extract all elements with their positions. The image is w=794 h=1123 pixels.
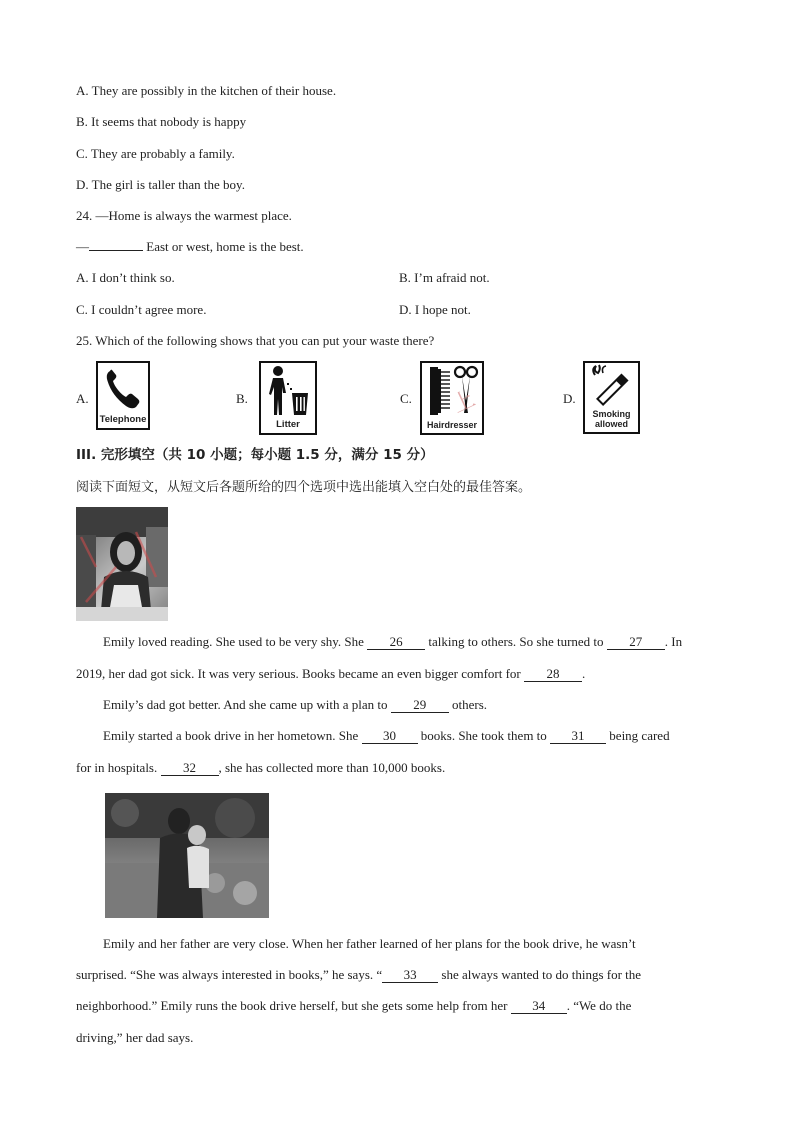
sign-telephone [96,361,150,430]
passage-line-1: Emily loved reading. She used to be very shy. She 26 talking to others. So she turned to 27 . In [103,634,683,649]
photo-father-daughter [105,793,269,918]
q23-option-d: D. The girl is taller than the boy. [76,177,245,192]
q25-letter-a: A. [76,391,89,406]
passage-line-9: driving,” her dad says. [76,1030,194,1045]
q23-option-b: B. It seems that nobody is happy [76,114,247,129]
blank-31: 31 [550,729,606,744]
photo-father-daughter-drawing [105,793,269,918]
q24-option-a: A. I don’t think so. [76,270,175,285]
sign-label-litter: Litter [276,419,300,430]
passage-line-4: Emily started a book drive in her hometown. She 30 books. She took them to 31 being cared [103,728,670,743]
q24-reply-text: East or west, home is the best. [143,239,304,254]
passage-line-8: neighborhood.” Emily runs the book drive herself, but she gets some help from her 34 . “We do the [76,998,632,1013]
blank-29: 29 [391,698,449,713]
q25-letter-d: D. [563,391,576,406]
sign-litter [259,361,317,435]
passage-line-6: Emily and her father are very close. When her father learned of her plans for the book drive, he wasn’t [103,936,636,951]
blank-32: 32 [161,761,219,776]
telephone-icon [98,363,148,415]
sign-label-hairdresser: Hairdresser [426,420,478,430]
blank-30: 30 [362,729,418,744]
sign-hairdresser [420,361,484,435]
q24-blank [89,250,143,251]
photo-girl-reading [76,507,168,621]
q25-letter-b: B. [236,391,248,406]
q25-question: 25. Which of the following shows that you can put your waste there? [76,333,435,348]
blank-27: 27 [607,635,665,650]
passage-line-3: Emily’s dad got better. And she came up with a plan to 29 others. [103,697,488,712]
q25-letter-c: C. [400,391,412,406]
passage-line-2: 2019, her dad got sick. It was very serious. Books became an even bigger comfort for 28 . [76,666,586,681]
passage-line-5: for in hospitals. 32 , she has collected more than 10,000 books. [76,760,446,775]
q24-reply-dash: — [76,239,89,254]
q24-option-d: D. I hope not. [399,302,471,317]
sign-smoking-allowed [583,361,640,434]
q24-question: 24. —Home is always the warmest place. [76,208,292,223]
q23-option-a: A. They are possibly in the kitchen of their house. [76,83,337,98]
passage-line-7: surprised. “She was always interested in books,” he says. “ 33 she always wanted to do things for the [76,967,642,982]
q24-option-b: B. I’m afraid not. [399,270,490,285]
q24-reply [76,239,304,255]
section-heading: III. 完形填空（共 10 小题；每小题 1.5 分，满分 15 分） [76,447,434,463]
photo-girl-reading-drawing [76,507,168,621]
watermark-text: 上 [448,386,480,419]
blank-34: 34 [511,999,567,1014]
blank-26: 26 [367,635,425,650]
sign-label-smoking-allowed: Smoking allowed [592,409,631,429]
litter-icon [261,363,315,419]
q24-option-c: C. I couldn’t agree more. [76,302,207,317]
q23-option-c: C. They are probably a family. [76,146,235,161]
cigarette-icon [585,363,638,409]
blank-28: 28 [524,667,582,682]
section-instruction: 阅读下面短文，从短文后各题所给的四个选项中选出能填入空白处的最佳答案。 [76,480,532,495]
blank-33: 33 [382,968,438,983]
sign-label-telephone: Telephone [99,414,147,425]
